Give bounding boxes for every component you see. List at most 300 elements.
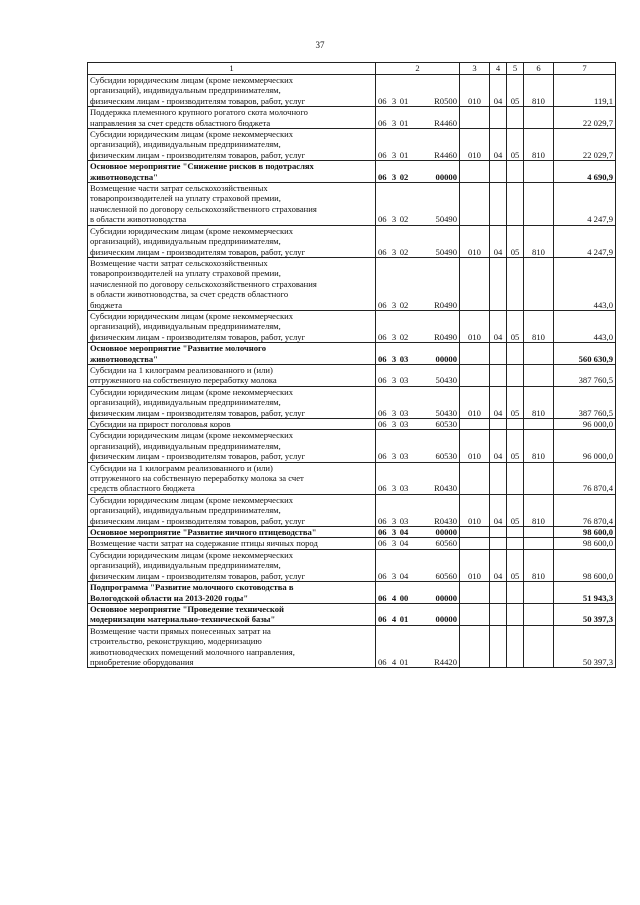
row-code [376, 161, 460, 183]
table-row [88, 75, 616, 107]
header-col-3: 3 [460, 63, 490, 75]
row-value: 51 943,3 [554, 582, 616, 604]
row-code-part: 3 [391, 171, 397, 182]
row-c6 [524, 257, 554, 310]
row-code-part: 3 [391, 451, 397, 462]
row-code-part: 4 [391, 592, 397, 603]
row-code [376, 582, 460, 604]
row-name-line: Субсидии юридическим лицам (кроме некоммерческих [90, 430, 294, 441]
table-row [88, 183, 616, 226]
row-code-part: 03 [399, 407, 409, 418]
row-c5 [507, 161, 524, 183]
row-c5: 05 [507, 386, 524, 418]
row-name-line: отгруженного на собственную переработку молока [90, 375, 277, 386]
row-code-part: 50490 [435, 246, 457, 257]
row-name-line: организаций), индивидуальным предпринимателям, [90, 85, 281, 96]
row-value: 4 247,9 [554, 183, 616, 226]
row-code-part: 3 [391, 353, 397, 364]
row-code-part: 06 [378, 483, 387, 494]
row-code-part: 60530 [435, 419, 457, 429]
row-code-part: 3 [391, 149, 397, 160]
row-code-part: 06 [378, 515, 387, 526]
row-code-part: 50490 [435, 214, 457, 225]
row-code [376, 310, 460, 342]
row-c6: 810 [524, 430, 554, 462]
row-code-part: 3 [391, 299, 397, 310]
table-row [88, 462, 616, 494]
row-name [88, 364, 376, 386]
row-c4: 04 [490, 430, 507, 462]
row-c3 [460, 538, 490, 549]
row-c6 [524, 183, 554, 226]
row-name-line: Субсидии на 1 килограмм реализованного и (или) [90, 364, 273, 375]
row-code-part: 02 [399, 171, 409, 182]
row-value: 98 600,0 [554, 527, 616, 538]
row-code [376, 386, 460, 418]
row-code-part: 3 [391, 95, 397, 106]
row-value: 98 600,0 [554, 549, 616, 581]
row-name-line: Возмещение части затрат сельскохозяйственных [90, 257, 268, 268]
row-code-part: R0430 [434, 483, 457, 494]
row-code-part: 01 [399, 117, 409, 128]
row-c5 [507, 538, 524, 549]
row-name-line: организаций), индивидуальным предпринимателям, [90, 440, 281, 451]
row-c3: 010 [460, 494, 490, 526]
row-code-part: 06 [378, 419, 387, 429]
row-c4 [490, 625, 507, 668]
row-c3 [460, 603, 490, 625]
row-name-line: Возмещение части затрат на содержание птицы яичных пород [90, 538, 318, 549]
row-code-part: 3 [391, 117, 397, 128]
row-c6 [524, 603, 554, 625]
row-value: 50 397,3 [554, 603, 616, 625]
row-code-part: 02 [399, 299, 409, 310]
row-c4 [490, 257, 507, 310]
row-c3 [460, 343, 490, 365]
row-code [376, 183, 460, 226]
row-name-line: приобретение оборудования [90, 656, 194, 667]
row-value: 4 247,9 [554, 225, 616, 257]
row-code [376, 430, 460, 462]
row-name-line: Подпрограмма "Развитие молочного скотоводства в [90, 582, 294, 593]
row-c3 [460, 625, 490, 668]
table-row [88, 310, 616, 342]
row-name-line: Субсидии юридическим лицам (кроме некоммерческих [90, 494, 294, 505]
row-c6 [524, 364, 554, 386]
row-c4 [490, 538, 507, 549]
row-c4 [490, 183, 507, 226]
row-c5: 05 [507, 129, 524, 161]
table-row [88, 603, 616, 625]
row-c4 [490, 582, 507, 604]
row-c4: 04 [490, 129, 507, 161]
row-c5: 05 [507, 310, 524, 342]
row-value: 560 630,9 [554, 343, 616, 365]
header-col-4: 4 [490, 63, 507, 75]
row-c6: 810 [524, 494, 554, 526]
row-name [88, 538, 376, 549]
row-name-line: организаций), индивидуальным предпринимателям, [90, 236, 281, 247]
row-name-line: Основное мероприятие "Снижение рисков в подотраслях [90, 161, 314, 172]
row-c6 [524, 419, 554, 430]
row-c3: 010 [460, 310, 490, 342]
row-name [88, 129, 376, 161]
header-col-5: 5 [507, 63, 524, 75]
table-row [88, 161, 616, 183]
table-row [88, 129, 616, 161]
row-name-line: физическим лицам - производителям товаров, работ, услуг [90, 149, 306, 160]
row-name-line: в области животноводства [90, 214, 187, 225]
row-code-part: 06 [378, 407, 387, 418]
row-name-line: животноводства" [90, 353, 158, 364]
row-c4: 04 [490, 225, 507, 257]
row-c5 [507, 107, 524, 129]
row-name-line: модернизации материально-технической базы" [90, 614, 276, 625]
header-col-7: 7 [554, 63, 616, 75]
row-code-part: 4 [391, 614, 397, 625]
row-code-part: 60530 [435, 451, 457, 462]
row-name [88, 107, 376, 129]
row-code [376, 538, 460, 549]
row-c3 [460, 257, 490, 310]
row-c6 [524, 107, 554, 129]
row-code-part: 06 [378, 117, 387, 128]
row-name [88, 161, 376, 183]
table-row [88, 419, 616, 430]
row-code [376, 494, 460, 526]
row-c6: 810 [524, 386, 554, 418]
row-name-line: начисленной по договору сельскохозяйственного страхования [90, 278, 317, 289]
row-value: 76 870,4 [554, 462, 616, 494]
row-name-line: товаропроизводителей на уплату страховой премии, [90, 268, 281, 279]
row-c5: 05 [507, 494, 524, 526]
row-name-line: физическим лицам - производителям товаров, работ, услуг [90, 95, 306, 106]
row-c3 [460, 419, 490, 430]
row-c5 [507, 603, 524, 625]
row-code-part: 3 [391, 419, 397, 429]
row-value: 96 000,0 [554, 419, 616, 430]
row-value: 4 690,9 [554, 161, 616, 183]
row-value: 387 760,5 [554, 386, 616, 418]
row-name [88, 603, 376, 625]
row-c5 [507, 527, 524, 538]
table-row [88, 625, 616, 668]
row-name-line: организаций), индивидуальным предпринимателям, [90, 397, 281, 408]
row-code-part: 60560 [435, 538, 457, 549]
row-c6 [524, 582, 554, 604]
row-code-part: 06 [378, 538, 387, 549]
row-name [88, 183, 376, 226]
row-c6 [524, 462, 554, 494]
table-row [88, 430, 616, 462]
row-code [376, 462, 460, 494]
row-code-part: 02 [399, 214, 409, 225]
row-code-part: 4 [391, 656, 397, 667]
row-name [88, 310, 376, 342]
row-c6 [524, 625, 554, 668]
row-c5 [507, 625, 524, 668]
row-code-part: 00000 [435, 592, 457, 603]
row-code-part: 06 [378, 299, 387, 310]
row-name-line: направления за счет средств областного бюджета [90, 117, 271, 128]
row-name [88, 549, 376, 581]
table-row [88, 364, 616, 386]
row-code-part: 00000 [435, 614, 457, 625]
row-code-part: 06 [378, 592, 387, 603]
row-name-line: Вологодской области на 2013-2020 годы" [90, 592, 249, 603]
table-row [88, 225, 616, 257]
row-code-part: 00000 [435, 527, 457, 538]
row-value: 98 600,0 [554, 538, 616, 549]
row-code [376, 129, 460, 161]
row-code-part: 00 [399, 592, 409, 603]
row-name-line: Субсидии на прирост поголовья коров [90, 419, 231, 429]
row-code-part: 3 [391, 483, 397, 494]
row-code-part: 06 [378, 149, 387, 160]
row-c3 [460, 364, 490, 386]
row-code-part: 3 [391, 570, 397, 581]
row-c5 [507, 257, 524, 310]
row-code-part: 06 [378, 214, 387, 225]
row-c5 [507, 462, 524, 494]
row-code-part: R0500 [434, 95, 457, 106]
row-c4 [490, 462, 507, 494]
row-c5: 05 [507, 430, 524, 462]
row-c4: 04 [490, 75, 507, 107]
row-name [88, 527, 376, 538]
row-code-part: 06 [378, 570, 387, 581]
row-code-part: 06 [378, 527, 387, 538]
row-code-part: 03 [399, 451, 409, 462]
row-name-line: физическим лицам - производителям товаров, работ, услуг [90, 407, 306, 418]
row-c4: 04 [490, 549, 507, 581]
row-c6 [524, 527, 554, 538]
row-name-line: Основное мероприятие "Проведение технической [90, 603, 285, 614]
row-c6: 810 [524, 75, 554, 107]
row-code-part: R4460 [434, 117, 457, 128]
row-name-line: физическим лицам - производителям товаров, работ, услуг [90, 570, 306, 581]
row-c3 [460, 462, 490, 494]
row-value: 119,1 [554, 75, 616, 107]
table-row [88, 549, 616, 581]
row-code-part: 00000 [435, 171, 457, 182]
row-value: 443,0 [554, 310, 616, 342]
row-code-part: 04 [399, 527, 409, 538]
row-c6: 810 [524, 225, 554, 257]
row-c6: 810 [524, 129, 554, 161]
row-code-part: 03 [399, 483, 409, 494]
row-code-part: 3 [391, 375, 397, 386]
row-name [88, 257, 376, 310]
row-code [376, 225, 460, 257]
row-c4 [490, 107, 507, 129]
row-name-line: Субсидии на 1 килограмм реализованного и (или) [90, 462, 273, 473]
row-c6: 810 [524, 310, 554, 342]
row-code-part: 50430 [435, 375, 457, 386]
row-name-line: Субсидии юридическим лицам (кроме некоммерческих [90, 129, 294, 140]
row-c3: 010 [460, 225, 490, 257]
row-code-part: 3 [391, 214, 397, 225]
row-code-part: 04 [399, 570, 409, 581]
row-name-line: физическим лицам - производителям товаров, работ, услуг [90, 515, 306, 526]
row-name-line: начисленной по договору сельскохозяйственного страхования [90, 203, 317, 214]
row-c6 [524, 343, 554, 365]
row-name [88, 386, 376, 418]
row-c4 [490, 161, 507, 183]
row-name-line: Субсидии юридическим лицам (кроме некоммерческих [90, 549, 294, 560]
row-c4: 04 [490, 386, 507, 418]
row-code-part: 06 [378, 171, 387, 182]
row-code-part: 06 [378, 375, 387, 386]
row-code-part: R4460 [434, 149, 457, 160]
row-name-line: Поддержка племенного крупного рогатого скота молочного [90, 107, 308, 118]
row-name-line: Субсидии юридическим лицам (кроме некоммерческих [90, 386, 294, 397]
row-code-part: R0490 [434, 299, 457, 310]
row-name [88, 343, 376, 365]
row-code [376, 257, 460, 310]
row-code-part: 3 [391, 331, 397, 342]
row-value: 50 397,3 [554, 625, 616, 668]
row-code-part: 06 [378, 95, 387, 106]
row-code-part: 03 [399, 515, 409, 526]
row-c4: 04 [490, 310, 507, 342]
row-name-line: Возмещение части затрат сельскохозяйственных [90, 183, 268, 194]
page-number: 37 [315, 40, 325, 50]
row-value: 387 760,5 [554, 364, 616, 386]
row-c3 [460, 527, 490, 538]
row-code [376, 343, 460, 365]
row-name [88, 419, 376, 430]
table-row [88, 527, 616, 538]
table-row [88, 494, 616, 526]
header-col-6: 6 [524, 63, 554, 75]
row-value: 96 000,0 [554, 430, 616, 462]
row-name-line: бюджета [90, 299, 123, 310]
row-code-part: 03 [399, 419, 409, 429]
header-col-1: 1 [88, 63, 376, 75]
header-col-2: 2 [376, 63, 460, 75]
row-value: 76 870,4 [554, 494, 616, 526]
row-name-line: Основное мероприятие "Развитие яичного птицеводства" [90, 527, 317, 538]
table-row [88, 107, 616, 129]
row-name-line: организаций), индивидуальным предпринимателям, [90, 139, 281, 150]
row-code [376, 107, 460, 129]
row-code-part: 01 [399, 656, 409, 667]
row-c4 [490, 364, 507, 386]
row-c3 [460, 183, 490, 226]
row-code [376, 419, 460, 430]
row-code-part: 3 [391, 527, 397, 538]
row-name-line: физическим лицам - производителям товаров, работ, услуг [90, 331, 306, 342]
row-name-line: отгруженного на собственную переработку молока за счет [90, 473, 304, 484]
row-code [376, 364, 460, 386]
row-code-part: 06 [378, 656, 387, 667]
row-c4 [490, 527, 507, 538]
row-c5 [507, 364, 524, 386]
row-name-line: Возмещение части прямых понесенных затрат на [90, 625, 271, 636]
row-value: 443,0 [554, 257, 616, 310]
row-name-line: строительство, реконструкцию, модернизацию [90, 636, 262, 647]
row-name-line: организаций), индивидуальным предпринимателям, [90, 321, 281, 332]
row-code-part: 06 [378, 614, 387, 625]
row-name-line: организаций), индивидуальным предпринимателям, [90, 560, 281, 571]
row-code-part: 01 [399, 614, 409, 625]
row-name-line: физическим лицам - производителям товаров, работ, услуг [90, 246, 306, 257]
row-code [376, 603, 460, 625]
row-c6: 810 [524, 549, 554, 581]
table-row [88, 538, 616, 549]
row-value: 22 029,7 [554, 129, 616, 161]
row-c4 [490, 343, 507, 365]
row-code-part: R0490 [434, 331, 457, 342]
row-name [88, 75, 376, 107]
row-name-line: Субсидии юридическим лицам (кроме некоммерческих [90, 75, 294, 85]
row-name [88, 462, 376, 494]
row-c5 [507, 183, 524, 226]
row-c5 [507, 582, 524, 604]
row-c5 [507, 343, 524, 365]
row-c6 [524, 538, 554, 549]
row-code-part: 3 [391, 538, 397, 549]
row-code [376, 527, 460, 538]
row-c3 [460, 582, 490, 604]
table-row [88, 582, 616, 604]
row-c3 [460, 107, 490, 129]
row-name [88, 430, 376, 462]
row-code-part: 06 [378, 353, 387, 364]
row-c4 [490, 603, 507, 625]
row-code-part: 03 [399, 353, 409, 364]
row-code [376, 75, 460, 107]
row-c3: 010 [460, 549, 490, 581]
row-code-part: 50430 [435, 407, 457, 418]
table-row [88, 257, 616, 310]
row-c3: 010 [460, 129, 490, 161]
row-c3: 010 [460, 75, 490, 107]
row-name-line: животноводческих помещений молочного направления, [90, 646, 295, 657]
row-code-part: 3 [391, 407, 397, 418]
row-name [88, 494, 376, 526]
row-code-part: R4420 [434, 656, 457, 667]
row-code-part: 60560 [435, 570, 457, 581]
row-name-line: средств областного бюджета [90, 483, 195, 494]
table-row [88, 343, 616, 365]
row-name-line: организаций), индивидуальным предпринимателям, [90, 505, 281, 516]
table-row [88, 386, 616, 418]
row-c3: 010 [460, 386, 490, 418]
header-row [88, 63, 616, 75]
row-code-part: 01 [399, 149, 409, 160]
row-c4: 04 [490, 494, 507, 526]
row-code [376, 625, 460, 668]
row-name-line: товаропроизводителей на уплату страховой премии, [90, 193, 281, 204]
row-code-part: 06 [378, 331, 387, 342]
row-c4 [490, 419, 507, 430]
row-name-line: физическим лицам - производителям товаров, работ, услуг [90, 451, 306, 462]
row-code-part: 3 [391, 515, 397, 526]
row-code-part: 00000 [435, 353, 457, 364]
row-code-part: 03 [399, 375, 409, 386]
row-c3: 010 [460, 430, 490, 462]
row-name-line: Основное мероприятие "Развитие молочного [90, 343, 266, 354]
row-code-part: 06 [378, 451, 387, 462]
row-c5: 05 [507, 549, 524, 581]
row-code-part: R0430 [434, 515, 457, 526]
row-code-part: 06 [378, 246, 387, 257]
row-name [88, 625, 376, 668]
row-code-part: 04 [399, 538, 409, 549]
row-c5: 05 [507, 75, 524, 107]
